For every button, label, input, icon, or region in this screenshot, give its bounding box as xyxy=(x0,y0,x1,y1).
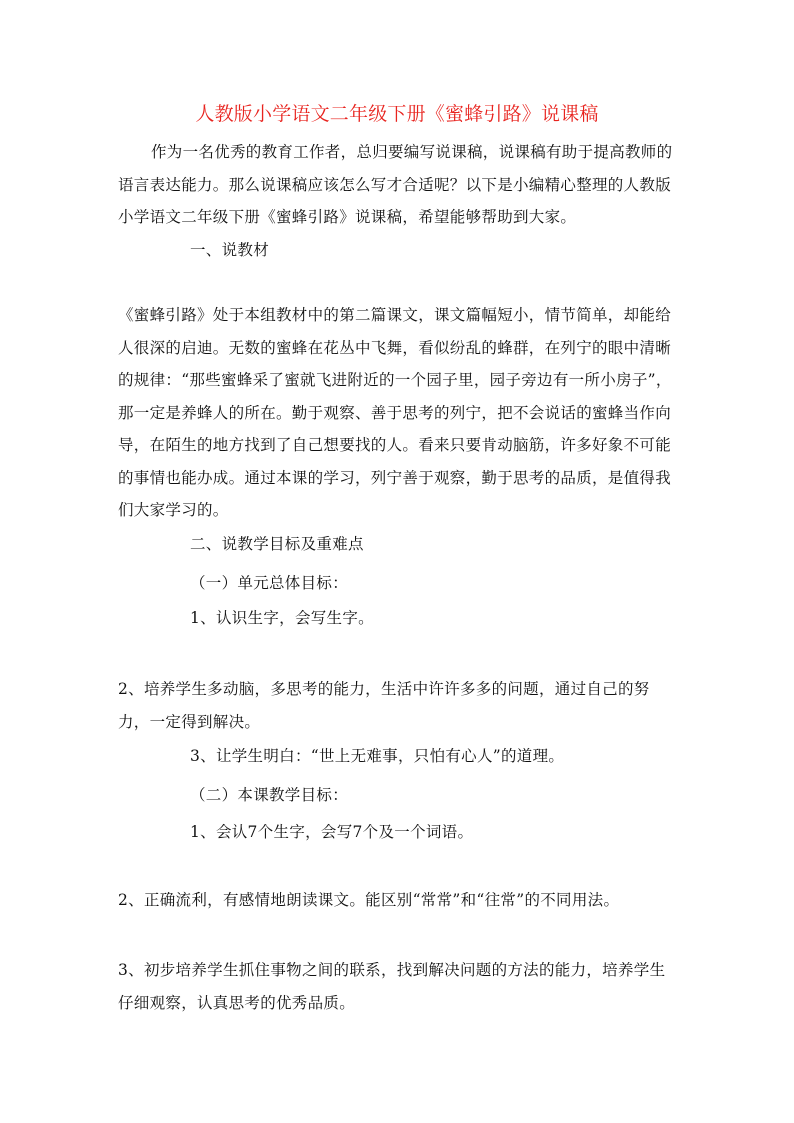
subsection-heading-unit-goals: （一）单元总体目标： xyxy=(190,574,349,592)
lesson-goal-item-1: 1、会认7个生字，会写7个及一个词语。 xyxy=(190,823,474,841)
textbook-paragraph: 《蜜蜂引路》处于本组教材中的第二篇课文，课文篇幅短小，情节简单，却能给人很深的启迪。无数的蜜蜂在花丛中飞舞，看似纷乱的蜂群，在列宁的眼中清晰的规律：“那些蜜蜂采了蜜就飞进附近的一个园子里，园子旁边有一所小房子”，那一定是养蜂人的所在。勤于观察、善于思考的列宁，把不会说话的蜜蜂当作向导，在陌生的地方找到了自己想要找的人。看来只要肯动脑筋，许多好象不可能的事情也能办成。通过本课的学习，列宁善于观察，勤于思考的品质，是值得我们大家学习的。 xyxy=(118,306,672,519)
section-heading-objectives: 二、说教学目标及重难点 xyxy=(190,535,364,553)
unit-goal-item-1: 1、认识生字，会写生字。 xyxy=(190,609,374,627)
document-title: 人教版小学语文二年级下册《蜜蜂引路》说课稿 xyxy=(195,103,599,125)
unit-goal-item-3: 3、让学生明白：“世上无难事，只怕有心人”的道理。 xyxy=(190,747,565,765)
intro-paragraph: 作为一名优秀的教育工作者，总归要编写说课稿，说课稿有助于提高教师的语言表达能力。那么说课稿应该怎么写才合适呢？以下是小编精心整理的人教版小学语文二年级下册《蜜蜂引路》说课稿，希望能够帮助到大家。 xyxy=(118,143,673,226)
lesson-goal-item-2: 2、正确流利，有感情地朗读课文。能区别“常常”和“往常”的不同用法。 xyxy=(118,891,620,909)
subsection-heading-lesson-goals: （二）本课教学目标： xyxy=(190,786,349,804)
lesson-goal-item-3: 3、初步培养学生抓住事物之间的联系，找到解决问题的方法的能力，培养学生仔细观察，认真思考的优秀品质。 xyxy=(118,961,666,1012)
section-heading-textbook: 一、说教材 xyxy=(190,241,270,259)
unit-goal-item-2: 2、培养学生多动脑，多思考的能力，生活中许许多多的问题，通过自己的努力，一定得到解决。 xyxy=(118,680,650,731)
